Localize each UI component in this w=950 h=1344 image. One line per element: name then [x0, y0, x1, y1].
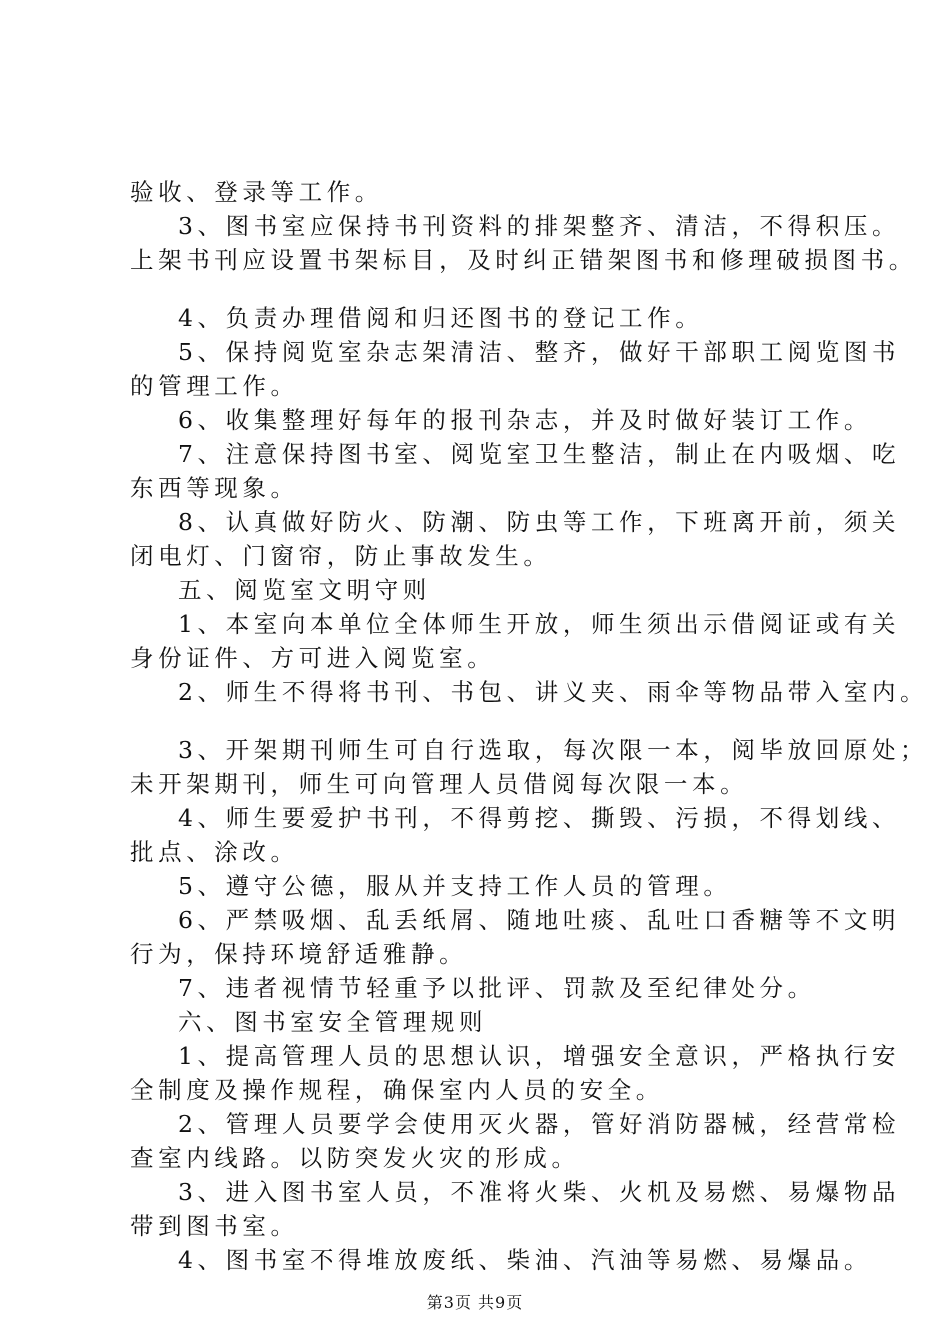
- text-line: 6、收集整理好每年的报刊杂志，并及时做好装订工作。: [178, 406, 872, 434]
- text-line: 4、图书室不得堆放废纸、柴油、汽油等易燃、易爆品。: [178, 1246, 872, 1274]
- text-line: 身份证件、方可进入阅览室。: [130, 644, 496, 672]
- text-line: 闭电灯、门窗帘，防止事故发生。: [130, 542, 552, 570]
- text-line: 8、认真做好防火、防潮、防虫等工作，下班离开前，须关: [178, 508, 901, 536]
- text-line: 验收、登录等工作。: [130, 178, 383, 206]
- text-line: 带到图书室。: [130, 1212, 299, 1240]
- text-line: 1、提高管理人员的思想认识，增强安全意识，严格执行安: [178, 1042, 901, 1070]
- text-line: 1、本室向本单位全体师生开放，师生须出示借阅证或有关: [178, 610, 901, 638]
- text-line: 5、遵守公德，服从并支持工作人员的管理。: [178, 872, 732, 900]
- text-line: 全制度及操作规程，确保室内人员的安全。: [130, 1076, 664, 1104]
- text-line: 行为，保持环境舒适雅静。: [130, 940, 468, 968]
- page-number-footer: 第3页 共9页: [426, 1293, 524, 1312]
- text-line: 东西等现象。: [130, 474, 299, 502]
- text-line: 5、保持阅览室杂志架清洁、整齐，做好干部职工阅览图书: [178, 338, 901, 366]
- text-line: 未开架期刊，师生可向管理人员借阅每次限一本。: [130, 770, 749, 798]
- text-line: 7、注意保持图书室、阅览室卫生整洁，制止在内吸烟、吃: [178, 440, 901, 468]
- text-line: 3、进入图书室人员，不准将火柴、火机及易燃、易爆物品: [178, 1178, 901, 1206]
- text-line: 4、师生要爱护书刊，不得剪挖、撕毁、污损，不得划线、: [178, 804, 901, 832]
- text-line: 6、严禁吸烟、乱丢纸屑、随地吐痰、乱吐口香糖等不文明: [178, 906, 901, 934]
- section-heading: 五、阅览室文明守则: [178, 576, 431, 604]
- text-line: 查室内线路。以防突发火灾的形成。: [130, 1144, 580, 1172]
- text-line: 批点、涂改。: [130, 838, 299, 866]
- text-line: 4、负责办理借阅和归还图书的登记工作。: [178, 304, 704, 332]
- text-line: 2、管理人员要学会使用灭火器，管好消防器械，经营常检: [178, 1110, 901, 1138]
- text-line: 7、违者视情节轻重予以批评、罚款及至纪律处分。: [178, 974, 816, 1002]
- text-line: 上架书刊应设置书架标目，及时纠正错架图书和修理破损图书。: [130, 246, 917, 274]
- section-heading: 六、图书室安全管理规则: [178, 1008, 488, 1036]
- text-line: 3、图书室应保持书刊资料的排架整齐、清洁，不得积压。: [178, 212, 901, 240]
- text-line: 3、开架期刊师生可自行选取，每次限一本，阅毕放回原处；: [178, 736, 929, 764]
- text-line: 的管理工作。: [130, 372, 299, 400]
- text-line: 2、师生不得将书刊、书包、讲义夹、雨伞等物品带入室内。: [178, 678, 929, 706]
